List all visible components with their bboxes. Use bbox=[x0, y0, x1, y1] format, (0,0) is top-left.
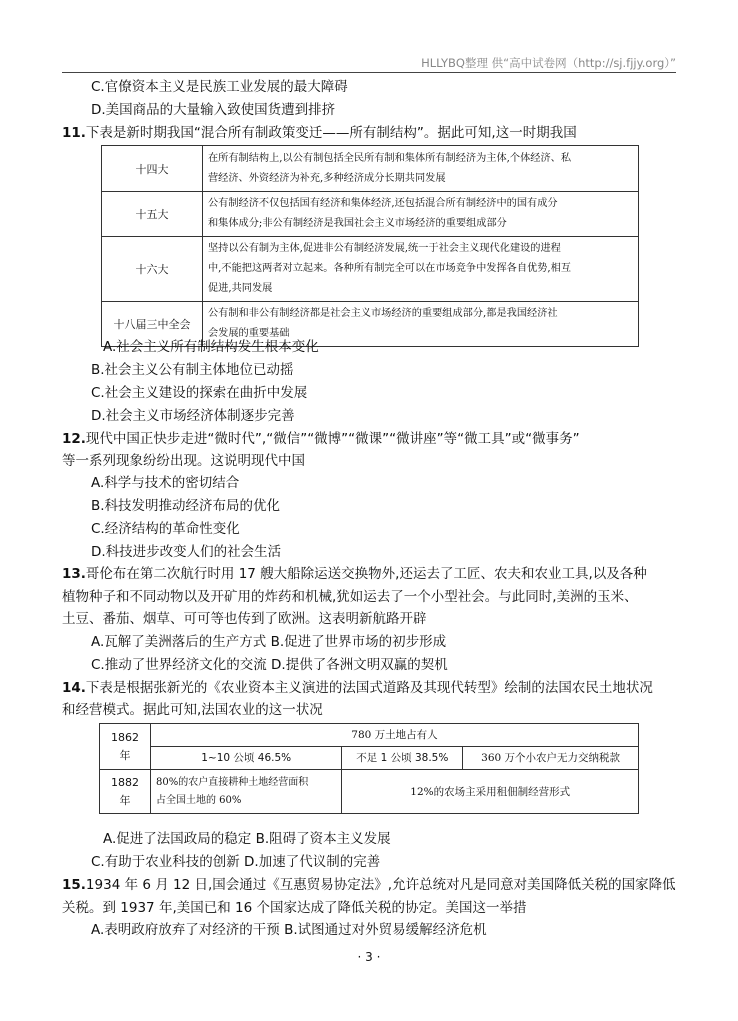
q15-stem-text: 1934 年 6 月 12 日,国会通过《互惠贸易协定法》,允许总统对凡是同意对美国降低关税的国家降低 bbox=[85, 877, 676, 893]
q11-row-line: 营经济、外资经济为补充,多种经济成分长期共同发展 bbox=[208, 172, 446, 184]
q14-stem-line2: 和经营模式。据此可知,法国农业的这一状况 bbox=[62, 702, 323, 718]
q11-option-d: D.社会主义市场经济体制逐步完善 bbox=[91, 408, 295, 424]
q13-stem-text: 哥伦布在第二次航行时用 17 艘大船除运送交换物外,还运去了工匠、农夫和农业工具,以及各种 bbox=[85, 566, 647, 582]
q11-row-line: 和集体成分;非公有制经济是我国社会主义市场经济的重要组成部分 bbox=[208, 218, 507, 229]
q11-row-label: 十六大 bbox=[102, 237, 203, 302]
year-1862: 1862 年 bbox=[100, 724, 151, 770]
q14-stem-text: 下表是根据张新光的《农业资本主义演进的法国式道路及其现代转型》绘制的法国农民土地状况 bbox=[85, 680, 653, 696]
q15-options-ab: A.表明政府放弃了对经济的干预 B.试图通过对外贸易缓解经济危机 bbox=[91, 922, 487, 938]
table-cell bbox=[151, 770, 342, 814]
q11-row-label: 十五大 bbox=[102, 192, 203, 237]
q11-row-line: 公有制和非公有制经济都是社会主义市场经济的重要组成部分,都是我国经济社 bbox=[208, 308, 558, 319]
page-number: · 3 · bbox=[357, 950, 381, 964]
q13-options-cd: C.推动了世界经济文化的交流 D.提供了各洲文明双赢的契机 bbox=[91, 657, 448, 673]
q13-options-ab: A.瓦解了美洲落后的生产方式 B.促进了世界市场的初步形成 bbox=[91, 634, 447, 650]
table-row bbox=[100, 770, 639, 814]
q12-option-c: C.经济结构的革命性变化 bbox=[91, 521, 240, 537]
page-header bbox=[62, 54, 676, 73]
q13-stem-line3: 土豆、番茄、烟草、可可等也传到了欧洲。这表明新航路开辟 bbox=[62, 611, 427, 627]
table-row bbox=[100, 747, 639, 770]
q11-row-line: 会发展的重要基础 bbox=[208, 328, 290, 339]
q11-row-line: 促进,共同发展 bbox=[208, 283, 273, 294]
q10-option-c: C.官僚资本主义是民族工业发展的最大障碍 bbox=[91, 79, 348, 95]
q12-stem-line2: 等一系列现象纷纷出现。这说明现代中国 bbox=[62, 453, 305, 469]
q11-option-c: C.社会主义建设的探索在曲折中发展 bbox=[91, 385, 308, 401]
q11-row-line: 公有制经济不仅包括国有经济和集体经济,还包括混合所有制经济中的国有成分 bbox=[208, 198, 558, 209]
q12-option-a: A.科学与技术的密切结合 bbox=[91, 475, 240, 491]
table-cell: 12%的农场主采用租佃制经营形式 bbox=[342, 770, 639, 814]
q14-stem-line1 bbox=[62, 679, 653, 697]
cell-line: 占全国土地的 60% bbox=[156, 794, 242, 806]
owners-cell: 780 万土地占有人 bbox=[151, 724, 639, 747]
q11-stem-text: 下表是新时期我国“混合所有制政策变迁——所有制结构”。据此可知,这一时期我国 bbox=[85, 125, 577, 141]
table-cell: 1~10 公顷 46.5% bbox=[151, 747, 342, 770]
q11-number: 11. bbox=[62, 125, 86, 141]
cell-line: 80%的农户直接耕种土地经营面积 bbox=[156, 776, 309, 788]
table-row bbox=[102, 237, 639, 302]
header-source-text: HLLYBQ整理 供“高中试卷网（http://sj.fjjy.org）” bbox=[421, 56, 676, 70]
q11-row-line: 在所有制结构上,以公有制包括全民所有制和集体所有制经济为主体,个体经济、私 bbox=[208, 152, 572, 164]
table-cell: 不足 1 公顷 38.5% bbox=[342, 747, 463, 770]
q15-stem-line2: 关税。到 1937 年,美国已和 16 个国家达成了降低关税的协定。美国这一举措 bbox=[62, 900, 527, 916]
q11-row-label: 十四大 bbox=[102, 146, 203, 192]
q11-table bbox=[101, 145, 639, 347]
q12-stem-text: 现代中国正快步走进“微时代”,“微信”“微博”“微课”“微讲座”等“微工具”或“微事务” bbox=[85, 431, 580, 447]
q12-number: 12. bbox=[62, 431, 86, 447]
table-row bbox=[102, 192, 639, 237]
q13-stem-line2: 植物种子和不同动物以及开矿用的炸药和机械,犹如运去了一个小型社会。与此同时,美洲的玉米、 bbox=[62, 589, 638, 605]
q11-row-line: 坚持以公有制为主体,促进非公有制经济发展,统一于社会主义现代化建设的进程 bbox=[208, 243, 561, 254]
year-1882: 1882 年 bbox=[100, 770, 151, 814]
q11-stem bbox=[62, 124, 577, 142]
table-row bbox=[102, 146, 639, 192]
q14-options-cd: C.有助于农业科技的创新 D.加速了代议制的完善 bbox=[91, 854, 381, 870]
q13-number: 13. bbox=[62, 566, 86, 582]
table-cell: 360 万个小农户无力交纳税款 bbox=[463, 747, 639, 770]
q14-table bbox=[99, 723, 639, 814]
q11-row-label: 十八届三中全会 bbox=[102, 302, 203, 347]
q14-number: 14. bbox=[62, 680, 86, 696]
q11-row-text bbox=[203, 146, 639, 192]
q11-row-line: 中,不能把这两者对立起来。各种所有制完全可以在市场竞争中发挥各自优势,相互 bbox=[208, 263, 572, 274]
q14-options-ab: A.促进了法国政局的稳定 B.阻碍了资本主义发展 bbox=[103, 831, 391, 847]
q11-row-text bbox=[203, 192, 639, 237]
q10-option-d: D.美国商品的大量输入致使国货遭到排挤 bbox=[91, 102, 336, 118]
q12-stem-line1 bbox=[62, 430, 580, 448]
q11-option-a: A.社会主义所有制结构发生根本变化 bbox=[103, 339, 319, 355]
q11-row-text bbox=[203, 237, 639, 302]
q12-option-d: D.科技进步改变人们的社会生活 bbox=[91, 544, 282, 560]
q13-stem-line1 bbox=[62, 565, 647, 583]
q15-stem-line1 bbox=[62, 876, 676, 894]
q11-option-b: B.社会主义公有制主体地位已动摇 bbox=[91, 362, 294, 378]
q15-number: 15. bbox=[62, 877, 86, 893]
q12-option-b: B.科技发明推动经济布局的优化 bbox=[91, 498, 281, 514]
table-row bbox=[100, 724, 639, 747]
